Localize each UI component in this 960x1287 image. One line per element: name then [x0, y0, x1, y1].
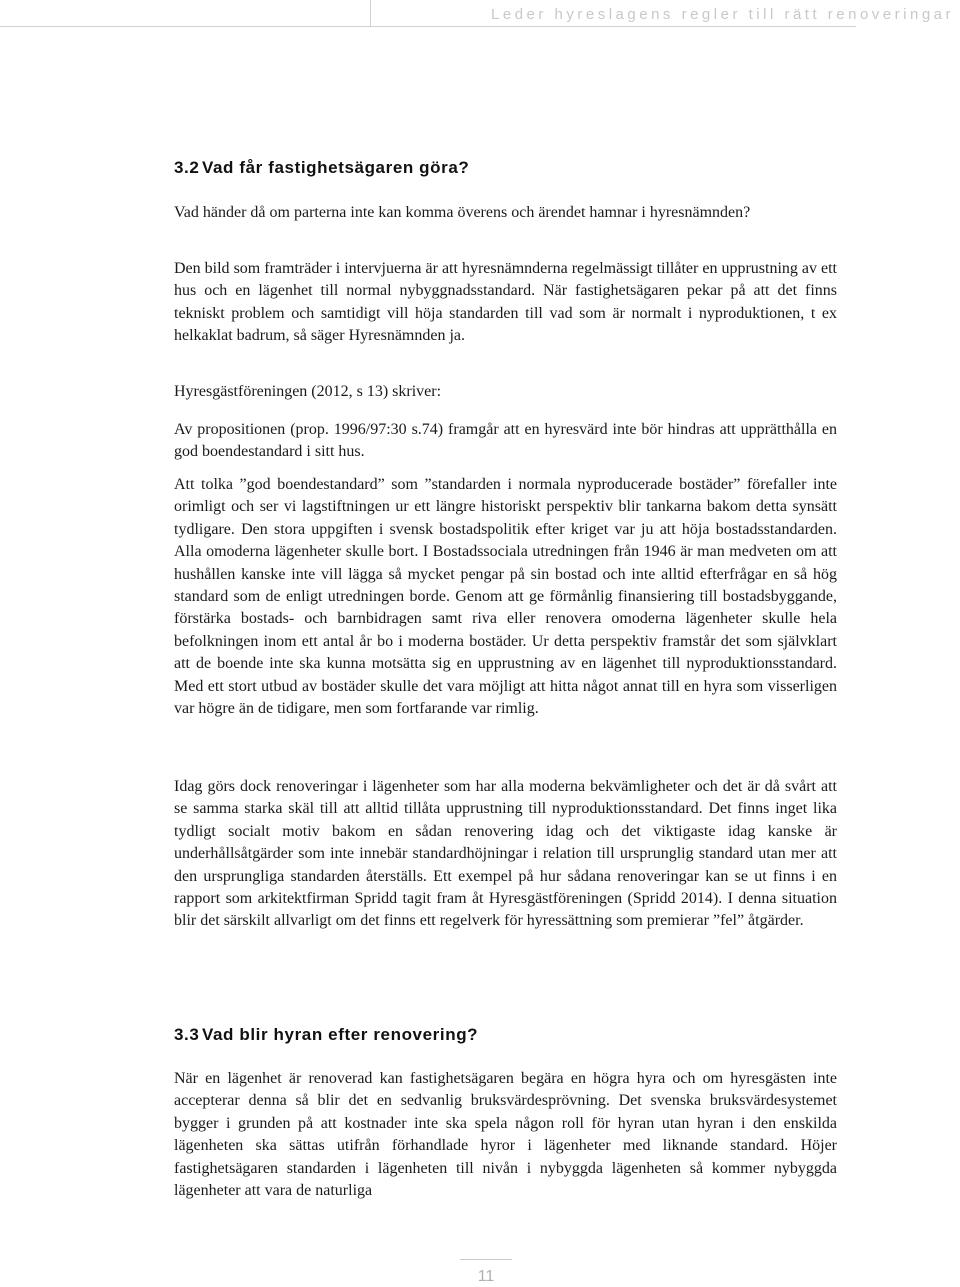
section-heading-3-2: [174, 158, 469, 178]
quote-paragraph: Av propositionen (prop. 1996/97:30 s.74) framgår att en hyresvärd inte bör hindras att upprätthålla en god boendestandard i sitt hus.: [174, 421, 837, 461]
section-number: 3.3: [174, 1025, 200, 1044]
section-title: Vad blir hyran efter renovering?: [202, 1025, 479, 1044]
page-number: 11: [477, 1268, 495, 1285]
running-header: Leder hyreslagens regler till rätt renoveringar: [491, 6, 954, 23]
section-title: Vad får fastighetsägaren göra?: [202, 158, 470, 177]
paragraph: Den bild som framträder i intervjuerna är att hyresnämnderna regelmässigt tillåter en upprustning av ett hus och en lägenhet till normal nybyggnadsstandard. När fastighetsägaren pekar på att det finns tekniskt problem och samtidigt vill höja standarden till vad som är normalt i nyproduktionen, t ex helkaklat badrum, så säger Hyresnämnden ja.: [174, 260, 837, 345]
section-number: 3.2: [174, 158, 200, 177]
section-heading-3-3: [174, 1025, 478, 1045]
paragraph: Att tolka ”god boendestandard” som ”standarden i normala nyproducerade bostäder” förefaller inte orimligt och ser vi lagstiftningen ur ett längre historiskt perspektiv blir tankarna bakom detta synsätt tydligare. Den stora uppgiften i svensk bostadspolitik efter kriget var ju att höja bostadsstandarden. Alla omoderna lägenheter skulle bort. I Bostadssociala utredningen från 1946 är man medveten om att hushållen kanske inte vill lägga så mycket pengar på sin bostad och inte alltid efterfrågar en så hög standard som de enligt utredningen borde. Genom att ge förmånlig finansiering till bostadsbyggande, förstärka bostads- och barnbidragen samt riva eller renovera omoderna lägenheter skulle hela befolkningen inom ett antal år bo i moderna bostäder. Ur detta perspektiv framstår det som självklart att de boende inte ska kunna motsätta sig en upprustning av en lägenhet till nyproduktionsstandard. Med ett stort utbud av bostäder skulle det vara möjligt att hitta något annat till en hyra som visserligen var högre än de tidigare, men som fortfarande var rimlig.: [174, 476, 837, 718]
paragraph: Idag görs dock renoveringar i lägenheter som har alla moderna bekvämligheter och det är då svårt att se samma starka skäl till att alltid tillåta upprustning till nyproduktionsstandard. Det finns inget lika tydligt socialt motiv bakom en sådan renovering idag och det viktigaste idag kanske är underhållsåtgärder som inte innebär standardhöjningar i relation till ursprunglig standard utan mer att den ursprungliga standarden återställs. Ett exempel på hur sådana renoveringar kan se ut finns i en rapport som arkitektfirman Spridd tagit fram åt Hyresgästföreningen (Spridd 2014). I denna situation blir det särskilt allvarligt om det finns ett regelverk för hyressättning som premierar ”fel” åtgärder.: [174, 778, 837, 930]
paragraph: Vad händer då om parterna inte kan komma överens och ärendet hamnar i hyresnämnden?: [174, 204, 751, 221]
page-number-rule: [460, 1259, 512, 1260]
header-box: [0, 0, 371, 27]
paragraph: När en lägenhet är renoverad kan fastighetsägaren begära en högra hyra och om hyresgästen inte accepterar denna så blir det en sedvanlig bruksvärdesprövning. Det svenska bruksvärdesystemet bygger i grunden på att kostnader inte ska spela någon roll för hyran utan hyran i den enskilda lägenheten ska sättas utifrån förhandlade hyror i lägenheter med liknande standard. Höjer fastighetsägaren standarden i lägenheten till nivån i nybyggda lägenheten så kommer nybyggda lägenheter att vara de naturliga: [174, 1070, 837, 1200]
header-rule: [370, 26, 856, 27]
paragraph: Hyresgästföreningen (2012, s 13) skriver:: [174, 383, 442, 400]
